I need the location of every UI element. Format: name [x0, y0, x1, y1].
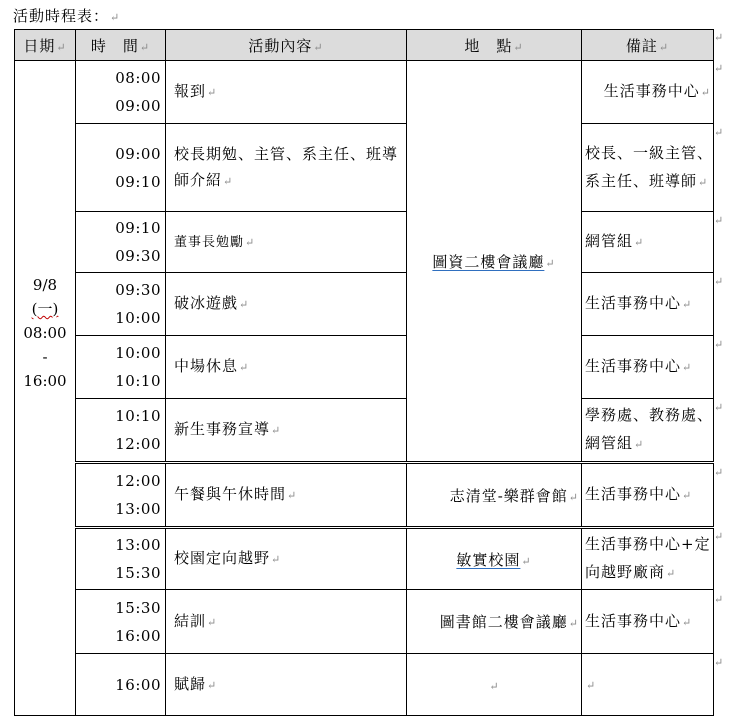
time-cell: 13:00 15:30 — [76, 528, 166, 590]
note-cell: ↵ — [582, 654, 714, 716]
table-row — [15, 590, 714, 654]
table-row — [15, 273, 714, 336]
note-cell: 生活事務中心↵ — [582, 463, 714, 528]
time-cell: 16:00 — [76, 654, 166, 716]
time-cell: 09:00 09:10 — [76, 124, 166, 212]
activity-cell: 董事長勉勵↵ — [166, 212, 407, 273]
location-cell-campus: 敏實校園↵ — [407, 528, 582, 590]
table-row — [15, 61, 714, 124]
time-cell: 12:00 13:00 — [76, 463, 166, 528]
row-end-mark: ↵ — [714, 656, 724, 669]
note-cell: 生活事務中心↵ — [582, 273, 714, 336]
time-cell: 09:30 10:00 — [76, 273, 166, 336]
table-row — [15, 399, 714, 463]
table-row — [15, 212, 714, 273]
row-end-mark: ↵ — [714, 338, 724, 351]
time-cell: 09:10 09:30 — [76, 212, 166, 273]
time-cell: 15:30 16:00 — [76, 590, 166, 654]
note-cell: 校長、一級主管、系主任、班導師↵ — [582, 124, 714, 212]
activity-cell: 中場休息↵ — [166, 336, 407, 399]
header-place: 地 點↵ — [407, 30, 582, 61]
row-end-mark: ↵ — [714, 62, 724, 75]
table-row — [15, 124, 714, 212]
time-cell: 10:00 10:10 — [76, 336, 166, 399]
row-end-mark: ↵ — [714, 401, 724, 414]
header-row — [15, 30, 714, 61]
note-cell: 生活事務中心+定向越野廠商↵ — [582, 528, 714, 590]
row-end-mark: ↵ — [714, 126, 724, 139]
activity-cell: 賦歸↵ — [166, 654, 407, 716]
date-cell: 9/8 (一) 08:00 - 16:00 — [15, 61, 76, 716]
note-cell: 生活事務中心↵ — [582, 336, 714, 399]
header-notes: 備註↵ — [582, 30, 714, 61]
row-end-mark: ↵ — [714, 466, 724, 479]
location-cell-empty: ↵ — [407, 654, 582, 716]
activity-cell: 破冰遊戲↵ — [166, 273, 407, 336]
note-cell: 生活事務中心↵ — [582, 590, 714, 654]
table-row — [15, 528, 714, 590]
header-content: 活動內容↵ — [166, 30, 407, 61]
row-end-mark: ↵ — [714, 593, 724, 606]
table-row — [15, 463, 714, 528]
activity-cell: 午餐與午休時間↵ — [166, 463, 407, 528]
header-time: 時 間↵ — [76, 30, 166, 61]
row-end-mark: ↵ — [714, 214, 724, 227]
row-end-mark: ↵ — [714, 275, 724, 288]
activity-cell: 結訓↵ — [166, 590, 407, 654]
activity-cell: 報到↵ — [166, 61, 407, 124]
activity-cell: 校長期勉、主管、系主任、班導師介紹↵ — [166, 124, 407, 212]
table-row — [15, 336, 714, 399]
activity-cell: 新生事務宣導↵ — [166, 399, 407, 463]
location-cell-zhiqing: 志清堂-樂群會館↵ — [407, 463, 582, 528]
row-end-mark: ↵ — [714, 530, 724, 543]
time-cell: 08:00 09:00 — [76, 61, 166, 124]
note-cell: 學務處、教務處、網管組↵ — [582, 399, 714, 463]
location-cell-library: 圖書館二樓會議廳↵ — [407, 590, 582, 654]
header-date: 日期↵ — [15, 30, 76, 61]
note-cell: 網管組↵ — [582, 212, 714, 273]
note-cell: 生活事務中心↵ — [582, 61, 714, 124]
schedule-title: 活動時程表：↵ — [13, 7, 121, 25]
table-row — [15, 654, 714, 716]
time-cell: 10:10 12:00 — [76, 399, 166, 463]
row-end-mark: ↵ — [714, 31, 724, 44]
activity-cell: 校園定向越野↵ — [166, 528, 407, 590]
schedule-table — [14, 29, 714, 716]
location-cell-main-hall: 圖資二樓會議廳↵ — [407, 61, 582, 463]
